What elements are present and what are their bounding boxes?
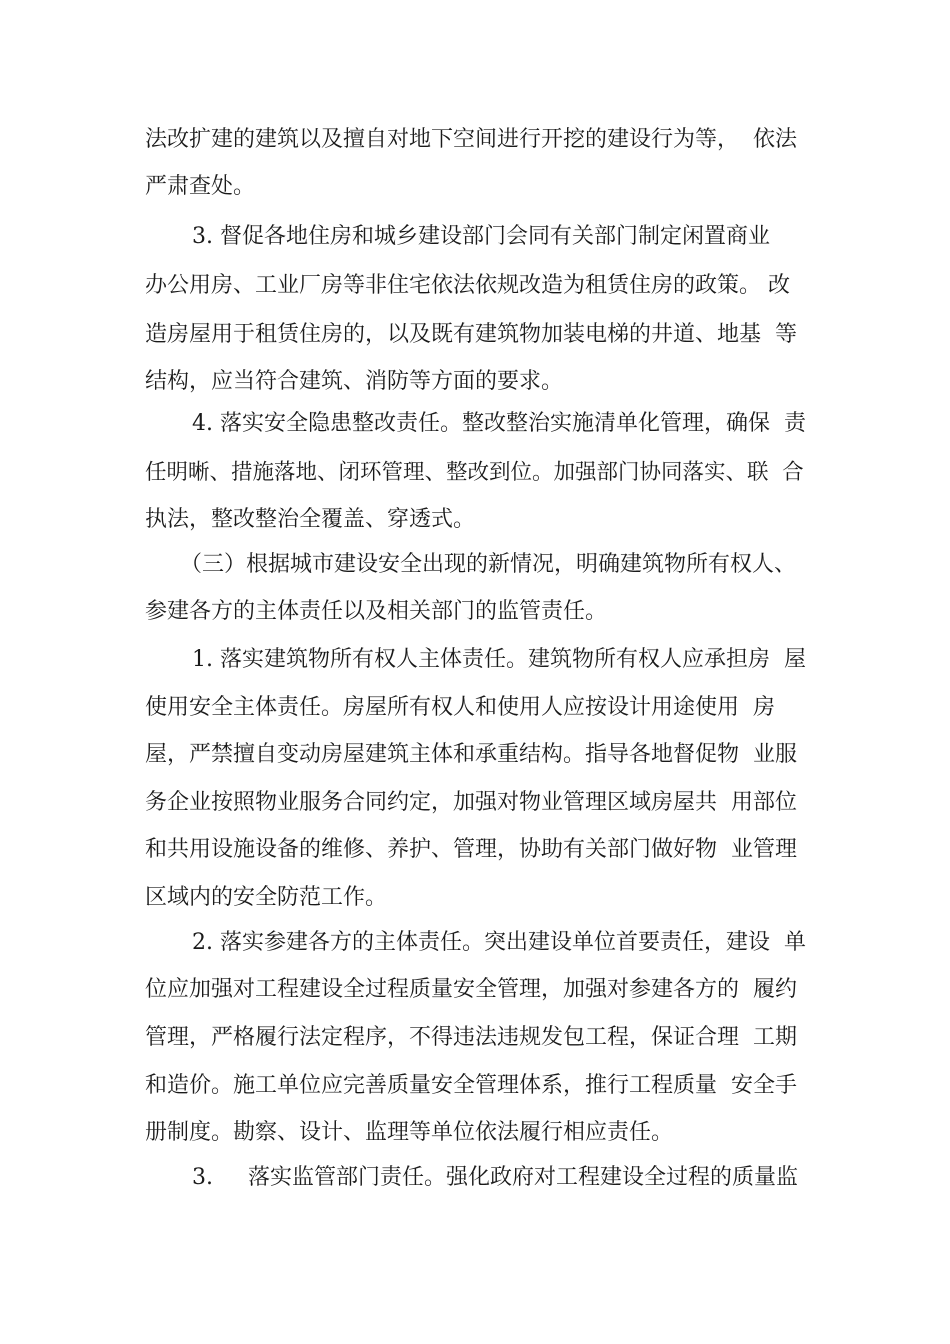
text-line: 区域内的安全防范工作。 <box>145 885 388 910</box>
text-line: 办公用房、工业厂房等非住宅依法依规改造为租赁住房的政策。 改 <box>145 273 790 298</box>
paragraph-start-line: 1. 落实建筑物所有权人主体责任。建筑物所有权人应承担房 屋 <box>192 647 806 672</box>
paragraph-start-line: （三）根据城市建设安全出现的新情况，明确建筑物所有权人、 <box>180 552 797 577</box>
paragraph-start-line: 4. 落实安全隐患整改责任。整改整治实施清单化管理，确保 责 <box>192 411 806 436</box>
text-line: 位应加强对工程建设全过程质量安全管理，加强对参建各方的 履约 <box>145 977 797 1002</box>
text-line: 结构，应当符合建筑、消防等方面的要求。 <box>145 369 564 394</box>
text-line: 和造价。施工单位应完善质量安全管理体系，推行工程质量 安全手 <box>145 1073 797 1098</box>
text-line: 参建各方的主体责任以及相关部门的监管责任。 <box>145 599 608 624</box>
text-line: 造房屋用于租赁住房的，以及既有建筑物加装电梯的井道、地基 等 <box>145 322 797 347</box>
paragraph-start-line: 2. 落实参建各方的主体责任。突出建设单位首要责任，建设 单 <box>192 930 806 955</box>
text-line: 和共用设施设备的维修、养护、管理，协助有关部门做好物 业管理 <box>145 837 797 862</box>
text-line: 执法，整改整治全覆盖、穿透式。 <box>145 507 476 532</box>
text-line: 任明晰、措施落地、闭环管理、整改到位。加强部门协同落实、联 合 <box>145 460 804 485</box>
paragraph-start-line: 3. 落实监管部门责任。强化政府对工程建设全过程的质量监 <box>192 1165 798 1190</box>
text-line-body: 法改扩建的建筑以及擅自对地下空间进行开挖的建设行为等， 依法 <box>145 127 797 152</box>
text-line <box>145 120 810 160</box>
text-line: 严肃查处。 <box>145 174 256 199</box>
paragraph-start-line: 3. 督促各地住房和城乡建设部门会同有关部门制定闲置商业 <box>192 224 770 249</box>
text-line: 册制度。勘察、设计、监理等单位依法履行相应责任。 <box>145 1120 674 1145</box>
text-line: 务企业按照物业服务合同约定，加强对物业管理区域房屋共 用部位 <box>145 790 797 815</box>
text-line: 使用安全主体责任。房屋所有权人和使用人应按设计用途使用 房 <box>145 695 775 720</box>
text-line: 屋，严禁擅自变动房屋建筑主体和承重结构。指导各地督促物 业服 <box>145 742 797 767</box>
text-line: 管理，严格履行法定程序，不得违法违规发包工程，保证合理 工期 <box>145 1025 797 1050</box>
